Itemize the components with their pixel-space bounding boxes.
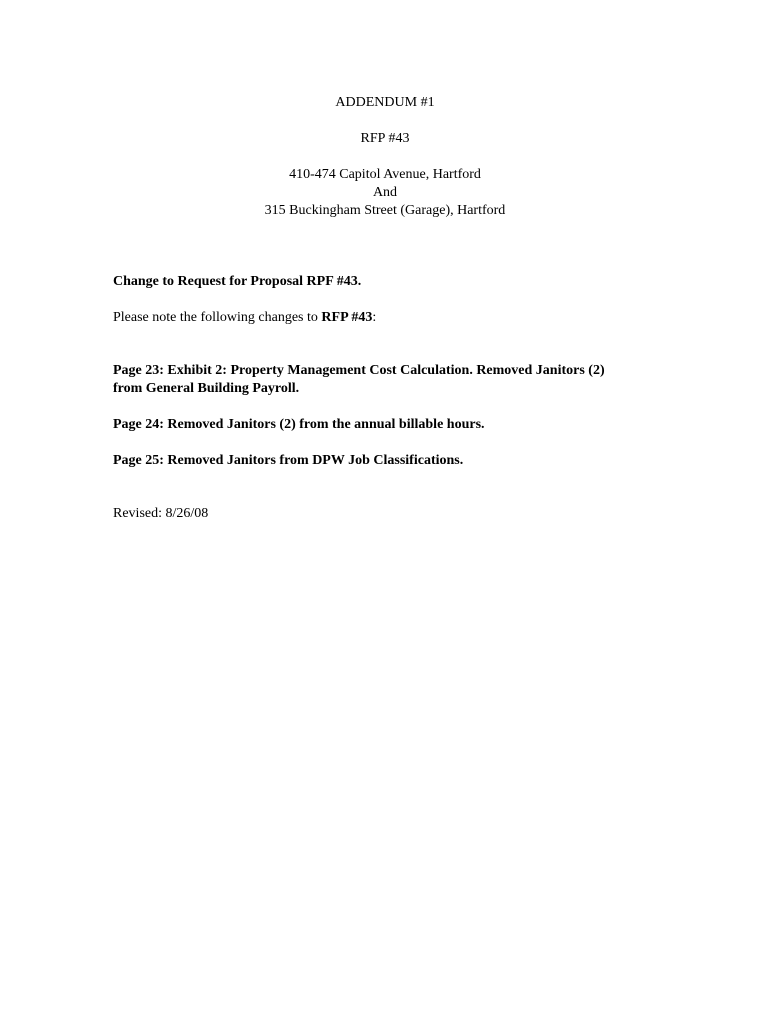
change-item-page-24: Page 24: Removed Janitors (2) from the annual billable hours. <box>113 417 485 432</box>
intro-rfp-bold: RFP #43 <box>321 310 373 325</box>
intro-paragraph <box>113 309 673 327</box>
address-line-3: 315 Buckingham Street (Garage), Hartford <box>264 203 506 218</box>
change-heading: Change to Request for Proposal RPF #43. <box>113 274 362 289</box>
intro-suffix: : <box>372 310 377 325</box>
revised-date: Revised: 8/26/08 <box>113 506 209 521</box>
addendum-title: ADDENDUM #1 <box>335 95 435 110</box>
change-item-page-25: Page 25: Removed Janitors from DPW Job Classifications. <box>113 453 464 468</box>
change-item-page-23-line-1: Page 23: Exhibit 2: Property Management Cost Calculation. Removed Janitors (2) <box>113 363 605 378</box>
change-item-page-23-line-2: from General Building Payroll. <box>113 381 300 396</box>
intro-prefix: Please note the following changes to <box>113 310 322 325</box>
address-line-1: 410-474 Capitol Avenue, Hartford <box>289 167 481 182</box>
rfp-number: RFP #43 <box>360 131 410 146</box>
address-line-2: And <box>372 185 398 200</box>
